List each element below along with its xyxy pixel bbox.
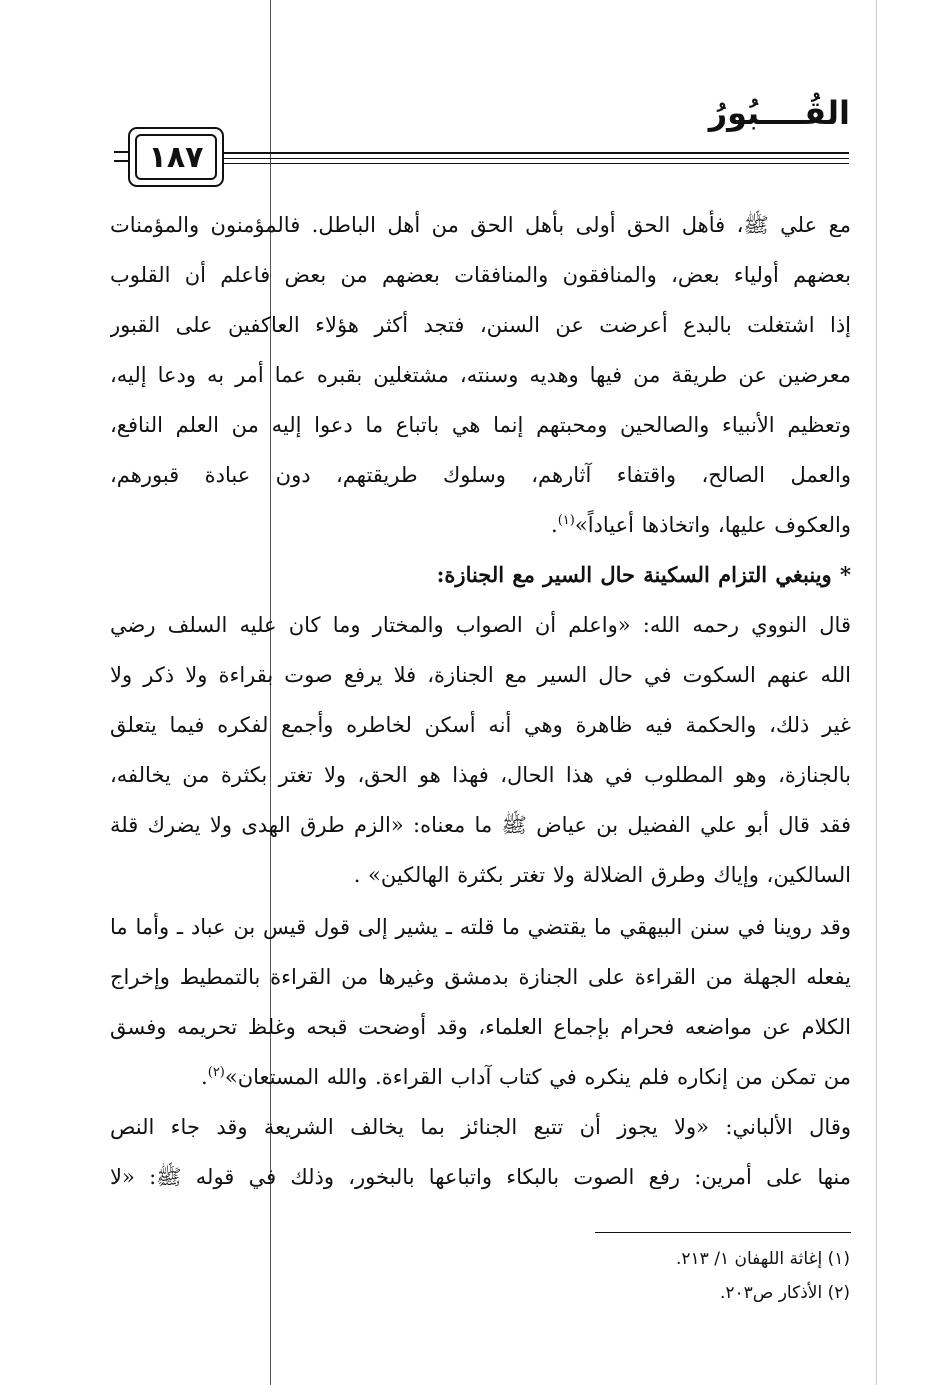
text-run: من تمكن من إنكاره فلم ينكره في كتاب آداب القراءة. والله المستعان» <box>224 1065 851 1089</box>
section-heading: * وينبغي التزام السكينة حال السير مع الجنازة: <box>436 562 851 587</box>
text-line: إذا اشتغلت بالبدع أعرضت عن السنن، فتجد أكثر هؤلاء العاكفين على القبور <box>110 313 851 337</box>
text-line <box>110 1052 851 1102</box>
text-line: الكلام عن مواضعه فحرام بإجماع العلماء، وقد أوضحت قبحه وغلظ تحريمه وفسق <box>110 1015 851 1039</box>
header-rule <box>222 163 849 164</box>
footnote-ref: (١) <box>557 513 575 528</box>
header-rule <box>222 152 849 154</box>
section-heading-block <box>110 550 851 600</box>
text-line: منها على أمرين: رفع الصوت بالبكاء واتباعها بالبخور، وذلك في قوله ﷺ: «لا <box>110 1165 851 1189</box>
paragraph-1 <box>110 200 851 550</box>
paragraph-5 <box>110 1102 851 1202</box>
text-line: والعمل الصالح، واقتفاء آثارهم، وسلوك طريقتهم، دون عبادة قبورهم، <box>110 463 851 487</box>
scan-artifact-line <box>876 0 877 1385</box>
running-title: القُــــبُورُ <box>708 94 850 132</box>
text-run: . <box>201 1065 208 1089</box>
text-line: السالكين، وإياك وطرق الضلالة ولا تغتر بكثرة الهالكين» . <box>353 863 851 887</box>
paragraph-4 <box>110 902 851 1102</box>
page-number: ١٨٧ <box>135 134 217 180</box>
text-line: غير ذلك، والحكمة فيه ظاهرة وهي أنه أسكن لخاطره وأجمع لفكره فيما يتعلق <box>110 713 851 737</box>
footnote: (١) إغاثة اللهفان ١/ ٢١٣. <box>676 1249 850 1269</box>
text-line: وتعظيم الأنبياء والصالحين ومحبتهم إنما هي باتباع ما دعوا إليه من العلم النافع، <box>110 413 851 437</box>
text-line: الله عنهم السكوت في حال السير مع الجنازة، فلا يرفع صوت بقراءة ولا ذكر ولا <box>110 663 851 687</box>
text-line: بعضهم أولياء بعض، والمنافقون والمنافقات بعضهم من بعض فاعلم أن القلوب <box>110 263 851 287</box>
text-run: والعكوف عليها، واتخاذها أعياداً» <box>574 513 851 537</box>
header-rule <box>222 158 849 159</box>
footnote-separator <box>595 1232 851 1233</box>
text-line: وقد روينا في سنن البيهقي ما يقتضي ما قلته ـ يشير إلى قول قيس بن عباد ـ وأما ما <box>110 915 851 939</box>
text-line: قال النووي رحمه الله: «واعلم أن الصواب والمختار وما كان عليه السلف رضي <box>110 613 851 637</box>
text-line: وقال الألباني: «ولا يجوز أن تتبع الجنائز بما يخالف الشريعة وقد جاء النص <box>110 1115 851 1139</box>
footnote: (٢) الأذكار ص٢٠٣. <box>719 1283 850 1303</box>
text-line: بالجنازة، وهو المطلوب في هذا الحال، فهذا هو الحق، ولا تغتر بكثرة من يخالفه، <box>110 763 851 787</box>
text-line <box>110 500 851 550</box>
text-line: معرضين عن طريقة من فيها وهديه وسنته، مشتغلين بقبره عما أمر به ودعا إليه، <box>110 363 851 387</box>
text-run: . <box>551 513 558 537</box>
text-line: يفعله الجهلة من القراءة على الجنازة بدمشق وغيرها من القراءة بالتمطيط وإخراج <box>110 965 851 989</box>
paragraph-3 <box>110 600 851 900</box>
footnote-ref: (٢) <box>207 1065 225 1080</box>
text-line: مع علي ﷺ، فأهل الحق أولى بأهل الحق من أهل الباطل. فالمؤمنون والمؤمنات <box>110 213 851 237</box>
text-line: فقد قال أبو علي الفضيل بن عياض ﷺ ما معناه: «الزم طرق الهدى ولا يضرك قلة <box>110 813 851 837</box>
footnotes <box>250 1242 850 1310</box>
